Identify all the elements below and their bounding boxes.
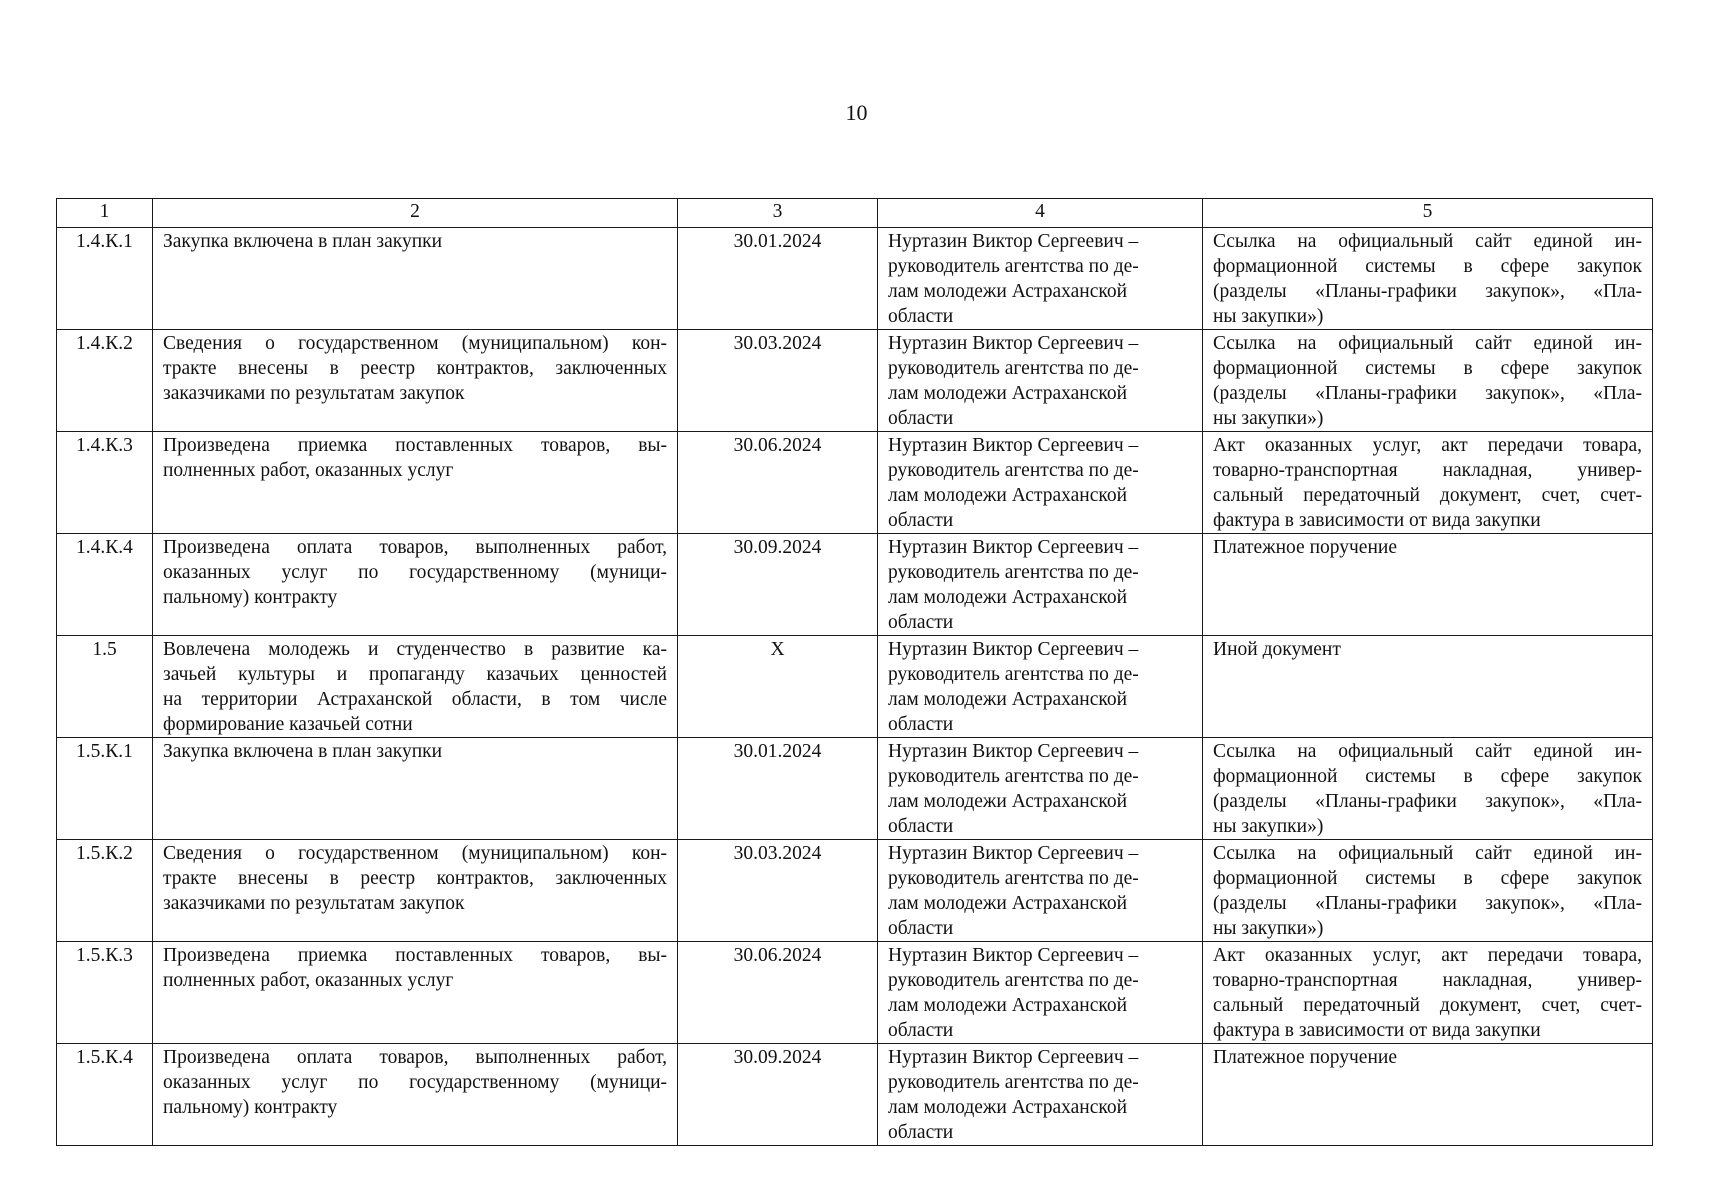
item-responsible-line: Нуртазин Виктор Сергеевич – (888, 537, 1139, 558)
item-number: 1.5.К.3 (57, 942, 153, 1044)
item-description (153, 1044, 678, 1146)
table-row (57, 228, 1653, 330)
item-number: 1.4.К.3 (57, 432, 153, 534)
item-description (153, 228, 678, 330)
item-document-line: Ссылка на официальный сайт единой ин- (1213, 231, 1642, 252)
item-responsible-line: лам молодежи Астраханской (888, 587, 1128, 608)
item-document-line: формационной системы в сфере закупок (1213, 766, 1642, 787)
item-description-line: полненных работ, оказанных услуг (163, 460, 454, 481)
item-description (153, 942, 678, 1044)
item-responsible-line: руководитель агентства по де- (888, 766, 1139, 787)
item-responsible-line: лам молодежи Астраханской (888, 689, 1128, 710)
item-description-line: заказчиками по результатам закупок (163, 383, 465, 404)
item-description-line: Закупка включена в план закупки (163, 741, 443, 762)
item-responsible (878, 636, 1203, 738)
item-document-line: формационной системы в сфере закупок (1213, 256, 1642, 277)
item-responsible-line: Нуртазин Виктор Сергеевич – (888, 1047, 1139, 1068)
item-responsible-line: области (888, 510, 954, 531)
item-responsible-line: области (888, 918, 954, 939)
item-description-line: заказчиками по результатам закупок (163, 893, 465, 914)
item-document-line: фактура в зависимости от вида закупки (1213, 510, 1541, 531)
column-header-3: 3 (678, 199, 878, 228)
item-description-line: оказанных услуг по государственному (муници- (163, 1072, 667, 1093)
item-document (1203, 636, 1653, 738)
item-description-line: Сведения о государственном (муниципальном) кон- (163, 333, 667, 354)
item-document-line: формационной системы в сфере закупок (1213, 358, 1642, 379)
item-date: 30.03.2024 (678, 330, 878, 432)
item-description (153, 840, 678, 942)
item-description-line: на территории Астраханской области, в том числе (163, 689, 667, 710)
column-header-5: 5 (1203, 199, 1653, 228)
item-description-line: Произведена оплата товаров, выполненных работ, (163, 537, 667, 558)
item-description (153, 330, 678, 432)
item-document-line: фактура в зависимости от вида закупки (1213, 1020, 1541, 1041)
item-document (1203, 942, 1653, 1044)
item-responsible-line: Нуртазин Виктор Сергеевич – (888, 639, 1139, 660)
item-responsible-line: Нуртазин Виктор Сергеевич – (888, 333, 1139, 354)
item-responsible-line: руководитель агентства по де- (888, 460, 1139, 481)
item-responsible-line: области (888, 612, 954, 633)
item-responsible (878, 738, 1203, 840)
item-responsible-line: руководитель агентства по де- (888, 562, 1139, 583)
item-responsible-line: лам молодежи Астраханской (888, 383, 1128, 404)
column-header-4: 4 (878, 199, 1203, 228)
item-responsible-line: лам молодежи Астраханской (888, 485, 1128, 506)
column-header-2: 2 (153, 199, 678, 228)
item-responsible (878, 534, 1203, 636)
item-responsible-line: Нуртазин Виктор Сергеевич – (888, 435, 1139, 456)
item-number: 1.5.К.2 (57, 840, 153, 942)
item-description (153, 432, 678, 534)
item-responsible-line: Нуртазин Виктор Сергеевич – (888, 945, 1139, 966)
table-row (57, 942, 1653, 1044)
item-number: 1.5 (57, 636, 153, 738)
item-date: 30.03.2024 (678, 840, 878, 942)
item-responsible-line: руководитель агентства по де- (888, 358, 1139, 379)
item-description-line: Сведения о государственном (муниципальном) кон- (163, 843, 667, 864)
item-document-line: ны закупки») (1213, 306, 1324, 327)
item-document (1203, 228, 1653, 330)
item-date: 30.01.2024 (678, 228, 878, 330)
item-responsible-line: области (888, 306, 954, 327)
item-number: 1.4.К.4 (57, 534, 153, 636)
item-responsible-line: лам молодежи Астраханской (888, 995, 1128, 1016)
item-responsible-line: области (888, 816, 954, 837)
table-header-row (57, 199, 1653, 228)
item-responsible (878, 942, 1203, 1044)
table-row (57, 636, 1653, 738)
item-document-line: Иной документ (1213, 639, 1341, 660)
page-number: 10 (845, 100, 868, 125)
item-description (153, 738, 678, 840)
item-document-line: Акт оказанных услуг, акт передачи товара, (1213, 435, 1642, 456)
item-date: 30.01.2024 (678, 738, 878, 840)
item-responsible-line: лам молодежи Астраханской (888, 791, 1128, 812)
item-description (153, 534, 678, 636)
item-document-line: Акт оказанных услуг, акт передачи товара, (1213, 945, 1642, 966)
table-row (57, 738, 1653, 840)
item-document-line: Ссылка на официальный сайт единой ин- (1213, 333, 1642, 354)
item-number: 1.4.К.1 (57, 228, 153, 330)
item-document (1203, 1044, 1653, 1146)
item-responsible-line: руководитель агентства по де- (888, 256, 1139, 277)
item-description (153, 636, 678, 738)
item-responsible-line: области (888, 714, 954, 735)
item-document-line: ны закупки») (1213, 408, 1324, 429)
item-date: 30.06.2024 (678, 432, 878, 534)
item-number: 1.5.К.1 (57, 738, 153, 840)
item-date: X (678, 636, 878, 738)
item-responsible-line: Нуртазин Виктор Сергеевич – (888, 231, 1139, 252)
item-description-line: формирование казачьей сотни (163, 714, 413, 735)
table-row (57, 534, 1653, 636)
item-responsible-line: руководитель агентства по де- (888, 970, 1139, 991)
item-document-line: сальный передаточный документ, счет, счет- (1213, 995, 1642, 1016)
item-document-line: товарно-транспортная накладная, универ- (1213, 970, 1642, 991)
item-responsible-line: лам молодежи Астраханской (888, 281, 1128, 302)
item-date: 30.06.2024 (678, 942, 878, 1044)
control-points-table (56, 198, 1653, 1146)
item-responsible-line: области (888, 1020, 954, 1041)
table-row (57, 1044, 1653, 1146)
item-responsible-line: Нуртазин Виктор Сергеевич – (888, 741, 1139, 762)
item-responsible-line: руководитель агентства по де- (888, 1072, 1139, 1093)
item-description-line: тракте внесены в реестр контрактов, заключенных (163, 868, 667, 889)
item-responsible (878, 840, 1203, 942)
item-document-line: сальный передаточный документ, счет, счет- (1213, 485, 1642, 506)
item-responsible-line: Нуртазин Виктор Сергеевич – (888, 843, 1139, 864)
item-description-line: Произведена оплата товаров, выполненных работ, (163, 1047, 667, 1068)
item-description-line: полненных работ, оказанных услуг (163, 970, 454, 991)
item-responsible-line: лам молодежи Астраханской (888, 1097, 1128, 1118)
item-description-line: Произведена приемка поставленных товаров, вы- (163, 435, 667, 456)
table-row (57, 330, 1653, 432)
item-responsible-line: области (888, 408, 954, 429)
item-number: 1.4.К.2 (57, 330, 153, 432)
item-document-line: (разделы «Планы-графики закупок», «Пла- (1213, 281, 1642, 302)
item-document (1203, 840, 1653, 942)
item-responsible-line: руководитель агентства по де- (888, 664, 1139, 685)
item-document-line: товарно-транспортная накладная, универ- (1213, 460, 1642, 481)
table-row (57, 432, 1653, 534)
item-description-line: зачьей культуры и пропаганду казачьих ценностей (163, 664, 667, 685)
item-description-line: Вовлечена молодежь и студенчество в развитие ка- (163, 639, 667, 660)
item-document-line: ны закупки») (1213, 816, 1324, 837)
item-responsible-line: лам молодежи Астраханской (888, 893, 1128, 914)
item-description-line: Закупка включена в план закупки (163, 231, 443, 252)
item-document-line: формационной системы в сфере закупок (1213, 868, 1642, 889)
item-description-line: пальному) контракту (163, 1097, 338, 1118)
item-document (1203, 534, 1653, 636)
item-responsible (878, 432, 1203, 534)
item-document (1203, 432, 1653, 534)
item-responsible (878, 1044, 1203, 1146)
item-responsible-line: области (888, 1122, 954, 1143)
item-number: 1.5.К.4 (57, 1044, 153, 1146)
item-responsible (878, 330, 1203, 432)
item-document (1203, 738, 1653, 840)
item-document-line: Ссылка на официальный сайт единой ин- (1213, 843, 1642, 864)
item-date: 30.09.2024 (678, 534, 878, 636)
item-document-line: (разделы «Планы-графики закупок», «Пла- (1213, 383, 1642, 404)
item-description-line: пальному) контракту (163, 587, 338, 608)
item-date: 30.09.2024 (678, 1044, 878, 1146)
item-description-line: Произведена приемка поставленных товаров, вы- (163, 945, 667, 966)
item-document (1203, 330, 1653, 432)
item-responsible-line: руководитель агентства по де- (888, 868, 1139, 889)
item-document-line: ны закупки») (1213, 918, 1324, 939)
item-document-line: (разделы «Планы-графики закупок», «Пла- (1213, 893, 1642, 914)
item-document-line: Платежное поручение (1213, 1047, 1397, 1068)
item-document-line: (разделы «Планы-графики закупок», «Пла- (1213, 791, 1642, 812)
item-description-line: тракте внесены в реестр контрактов, заключенных (163, 358, 667, 379)
table-row (57, 840, 1653, 942)
column-header-1: 1 (57, 199, 153, 228)
table-body (57, 228, 1653, 1146)
item-document-line: Ссылка на официальный сайт единой ин- (1213, 741, 1642, 762)
item-document-line: Платежное поручение (1213, 537, 1397, 558)
item-description-line: оказанных услуг по государственному (муници- (163, 562, 667, 583)
item-responsible (878, 228, 1203, 330)
